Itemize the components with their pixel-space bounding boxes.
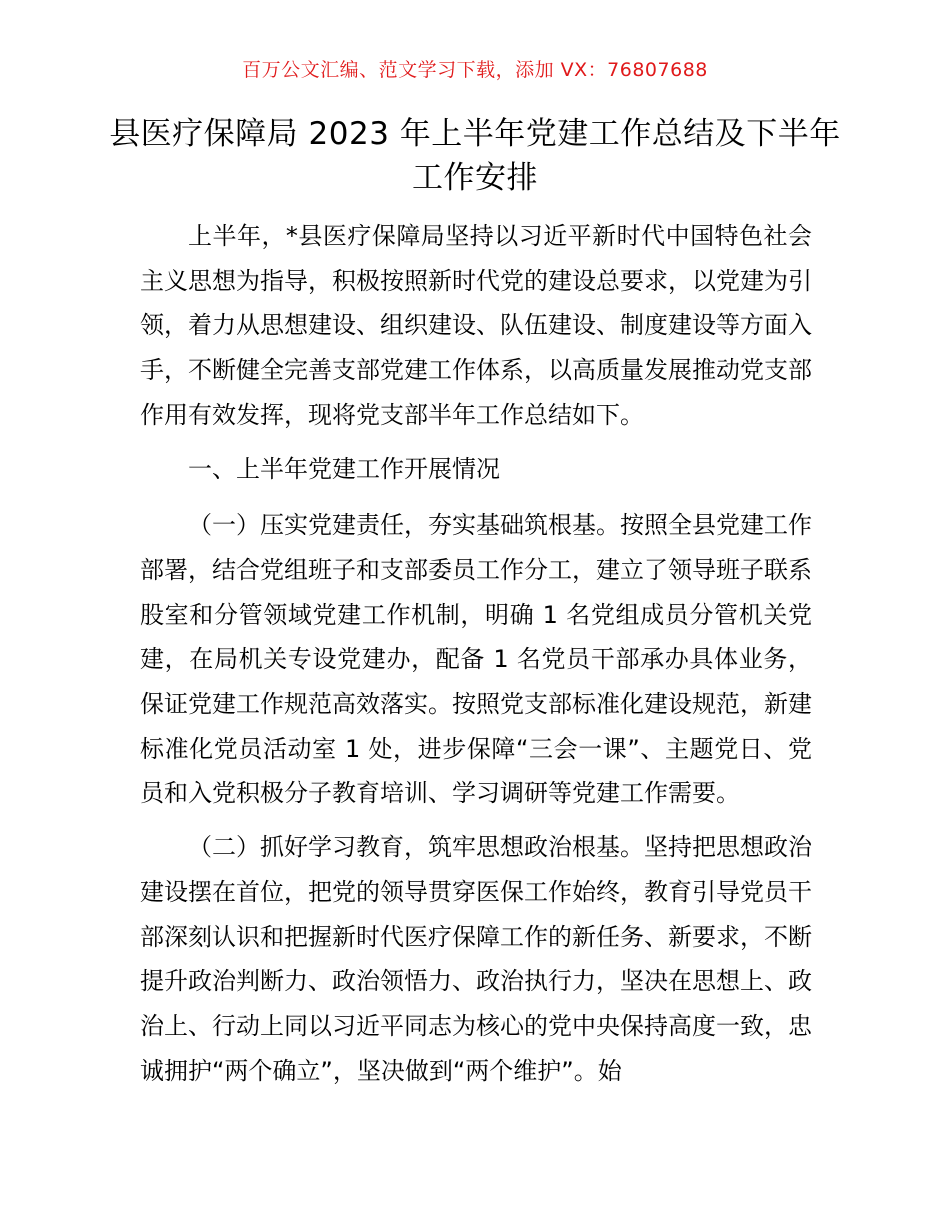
body-paragraph: （二）抓好学习教育，筑牢思想政治根基。坚持把思想政治建设摆在首位，把党的领导贯穿医保工作始终，教育引导党员干部深刻认识和把握新时代医疗保障工作的新任务、新要求，不断提升政治判断力、政治领悟力、政治执行力，坚决在思想上、政治上、行动上同以习近平同志为核心的党中央保持高度一致，忠诚拥护“两个确立”，坚决做到“两个维护”。始 <box>140 833 812 1085</box>
intro-paragraph: 上半年，*县医疗保障局坚持以习近平新时代中国特色社会主义思想为指导，积极按照新时代党的建设总要求，以党建为引领，着力从思想建设、组织建设、队伍建设、制度建设等方面入手，不断健全完善支部党建工作体系，以高质量发展推动党支部作用有效发挥，现将党支部半年工作总结如下。 <box>140 222 812 429</box>
body-paragraph: （一）压实党建责任，夯实基础筑根基。按照全县党建工作部署，结合党组班子和支部委员工作分工，建立了领导班子联系股室和分管领域党建工作机制，明确 1 名党组成员分管机关党建，在局机关专设党建办，配备 1 名党员干部承办具体业务，保证党建工作规范高效落实。按照党支部标准化建设规范，新建标准化党员活动室 1 处，进步保障“三会一课”、主题党日、党员和入党积极分子教育培训、学习调研等党建工作需要。 <box>140 511 812 808</box>
header-notice: 百万公文汇编、范文学习下载，添加 VX：76807688 <box>242 59 708 81</box>
document-body <box>140 214 812 1102</box>
section-heading: 一、上半年党建工作开展情况 <box>188 454 500 483</box>
document-title: 县医疗保障局 2023 年上半年党建工作总结及下半年工作安排 <box>109 116 841 196</box>
